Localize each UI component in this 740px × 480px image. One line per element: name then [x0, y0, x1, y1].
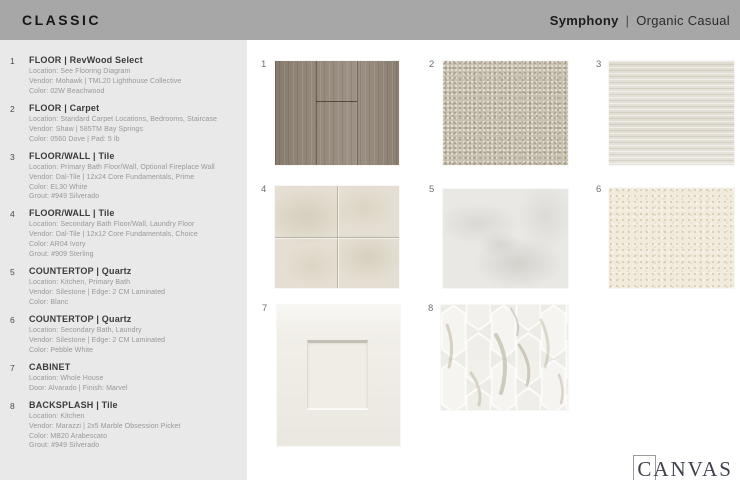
spec-item-body [29, 266, 239, 308]
spec-item-floor-carpet [10, 103, 239, 145]
swatch-number: 3 [596, 59, 602, 70]
spec-item-title: COUNTERTOP | Quartz [29, 313, 132, 324]
spec-item-detail: Color: EL30 White [29, 183, 88, 191]
spec-item-countertop-secondary [10, 314, 239, 356]
scheme-separator: | [625, 12, 630, 28]
spec-item-detail: Location: Secondary Bath Floor/Wall, Laundry Floor [29, 221, 195, 229]
swatch-number: 7 [262, 303, 268, 314]
spec-item-title: FLOOR | Carpet [29, 102, 100, 113]
spec-item-number: 2 [10, 103, 15, 114]
spec-item-title: FLOOR | RevWood Select [29, 55, 143, 65]
spec-item-body [29, 314, 239, 356]
spec-item-detail: Color: 0560 Dove | Pad: 5 lb [29, 135, 120, 143]
spec-item-body [29, 400, 239, 452]
spec-item-number: 4 [10, 209, 15, 220]
spec-item-countertop-kitchen [10, 266, 239, 308]
spec-item-detail: Color: Pebble White [29, 346, 94, 354]
spec-item-detail: Color: MB20 Arabescato [29, 432, 108, 440]
spec-item-number: 7 [10, 362, 15, 373]
spec-item-detail: Color: Blanc [29, 299, 69, 306]
spec-item-title: COUNTERTOP | Quartz [29, 266, 132, 277]
spec-item-detail: Location: Whole House [29, 374, 104, 382]
spec-item-detail: Vendor: Dal-Tile | 12x24 Core Fundamentals, Prime [29, 173, 195, 181]
spec-item-backsplash [10, 400, 239, 452]
spec-item-detail: Grout: #909 Sterling [29, 251, 94, 259]
spec-item-body [29, 208, 239, 260]
swatch-number: 2 [429, 59, 435, 70]
swatch-image-wood-flooring [275, 61, 399, 165]
spec-item-detail: Vendor: Marazzi | 2x5 Marble Obsession Picket [29, 422, 181, 430]
scheme-style: Organic Casual [636, 12, 730, 28]
canvas-logo [637, 459, 733, 480]
spec-item-detail: Vendor: Silestone | Edge: 2 CM Laminated [29, 289, 166, 297]
spec-item-detail: Door: Alvarado | Finish: Marvel [29, 384, 128, 392]
spec-item-detail: Vendor: Shaw | 585TM Bay Springs [29, 125, 143, 133]
picket-mosaic-graphic [441, 305, 568, 410]
spec-item-body [29, 362, 239, 394]
spec-item-detail: Location: Kitchen [29, 412, 85, 420]
spec-item-title: CABINET [29, 361, 71, 372]
spec-item-title: FLOOR/WALL | Tile [29, 208, 115, 219]
swatch-image-carpet [443, 61, 568, 165]
spec-item-number: 6 [10, 314, 15, 325]
swatch-number: 8 [428, 303, 434, 314]
swatch-number: 6 [596, 184, 602, 195]
swatch-number: 1 [261, 59, 267, 70]
spec-item-detail: Color: 02W Beachwood [29, 87, 105, 95]
spec-item-detail: Color: AR04 Ivory [29, 241, 86, 249]
spec-item-title: BACKSPLASH | Tile [29, 399, 118, 410]
scheme-name: Symphony [549, 12, 619, 28]
spec-item-detail: Location: Primary Bath Floor/Wall, Optional Fireplace Wall [29, 163, 215, 171]
spec-item-detail: Location: Standard Carpet Locations, Bedrooms, Staircase [29, 115, 218, 123]
scheme-title [550, 13, 730, 28]
swatch-image-12x12-tile [275, 186, 399, 288]
swatch-image-picket-mosaic [441, 305, 568, 410]
spec-item-detail: Location: Kitchen, Primary Bath [29, 279, 131, 287]
spec-item-title: FLOOR/WALL | Tile [29, 150, 115, 161]
swatch-image-quartz-pebble [609, 188, 734, 288]
spec-item-floor-revwood [10, 55, 239, 97]
swatch-number: 4 [261, 184, 267, 195]
header-bar [0, 0, 740, 40]
spec-item-detail: Vendor: Dal-Tile | 12x12 Core Fundamentals, Choice [29, 231, 198, 239]
swatch-image-cabinet-door [277, 305, 400, 446]
spec-item-body [29, 103, 239, 145]
spec-item-detail: Vendor: Silestone | Edge: 2 CM Laminated [29, 336, 166, 344]
swatch-image-quartz-blanc [443, 189, 568, 288]
spec-item-detail: Grout: #949 Silverado [29, 442, 100, 450]
spec-item-detail: Vendor: Mohawk | TML20 Lighthouse Collective [29, 77, 182, 85]
spec-list [0, 40, 247, 480]
spec-item-detail: Location: Secondary Bath, Laundry [29, 326, 142, 334]
swatch-number: 5 [429, 184, 435, 195]
spec-item-detail: Location: See Flooring Diagram [29, 68, 131, 75]
spec-item-body [29, 151, 239, 203]
spec-item-cabinet [10, 362, 239, 394]
spec-item-body [29, 55, 239, 97]
cabinet-panel-recess [307, 340, 369, 410]
spec-item-number: 3 [10, 151, 15, 162]
collection-title: CLASSIC [22, 12, 101, 28]
spec-item-floorwall-tile-secondary [10, 208, 239, 260]
spec-item-detail: Grout: #949 Silverado [29, 193, 100, 201]
canvas-logo-text: CANVAS [637, 457, 733, 480]
spec-item-number: 1 [10, 56, 15, 66]
spec-item-floorwall-tile-primary [10, 151, 239, 203]
swatch-image-linear-tile [609, 61, 734, 165]
spec-item-number: 5 [10, 267, 15, 278]
spec-item-number: 8 [10, 400, 15, 411]
